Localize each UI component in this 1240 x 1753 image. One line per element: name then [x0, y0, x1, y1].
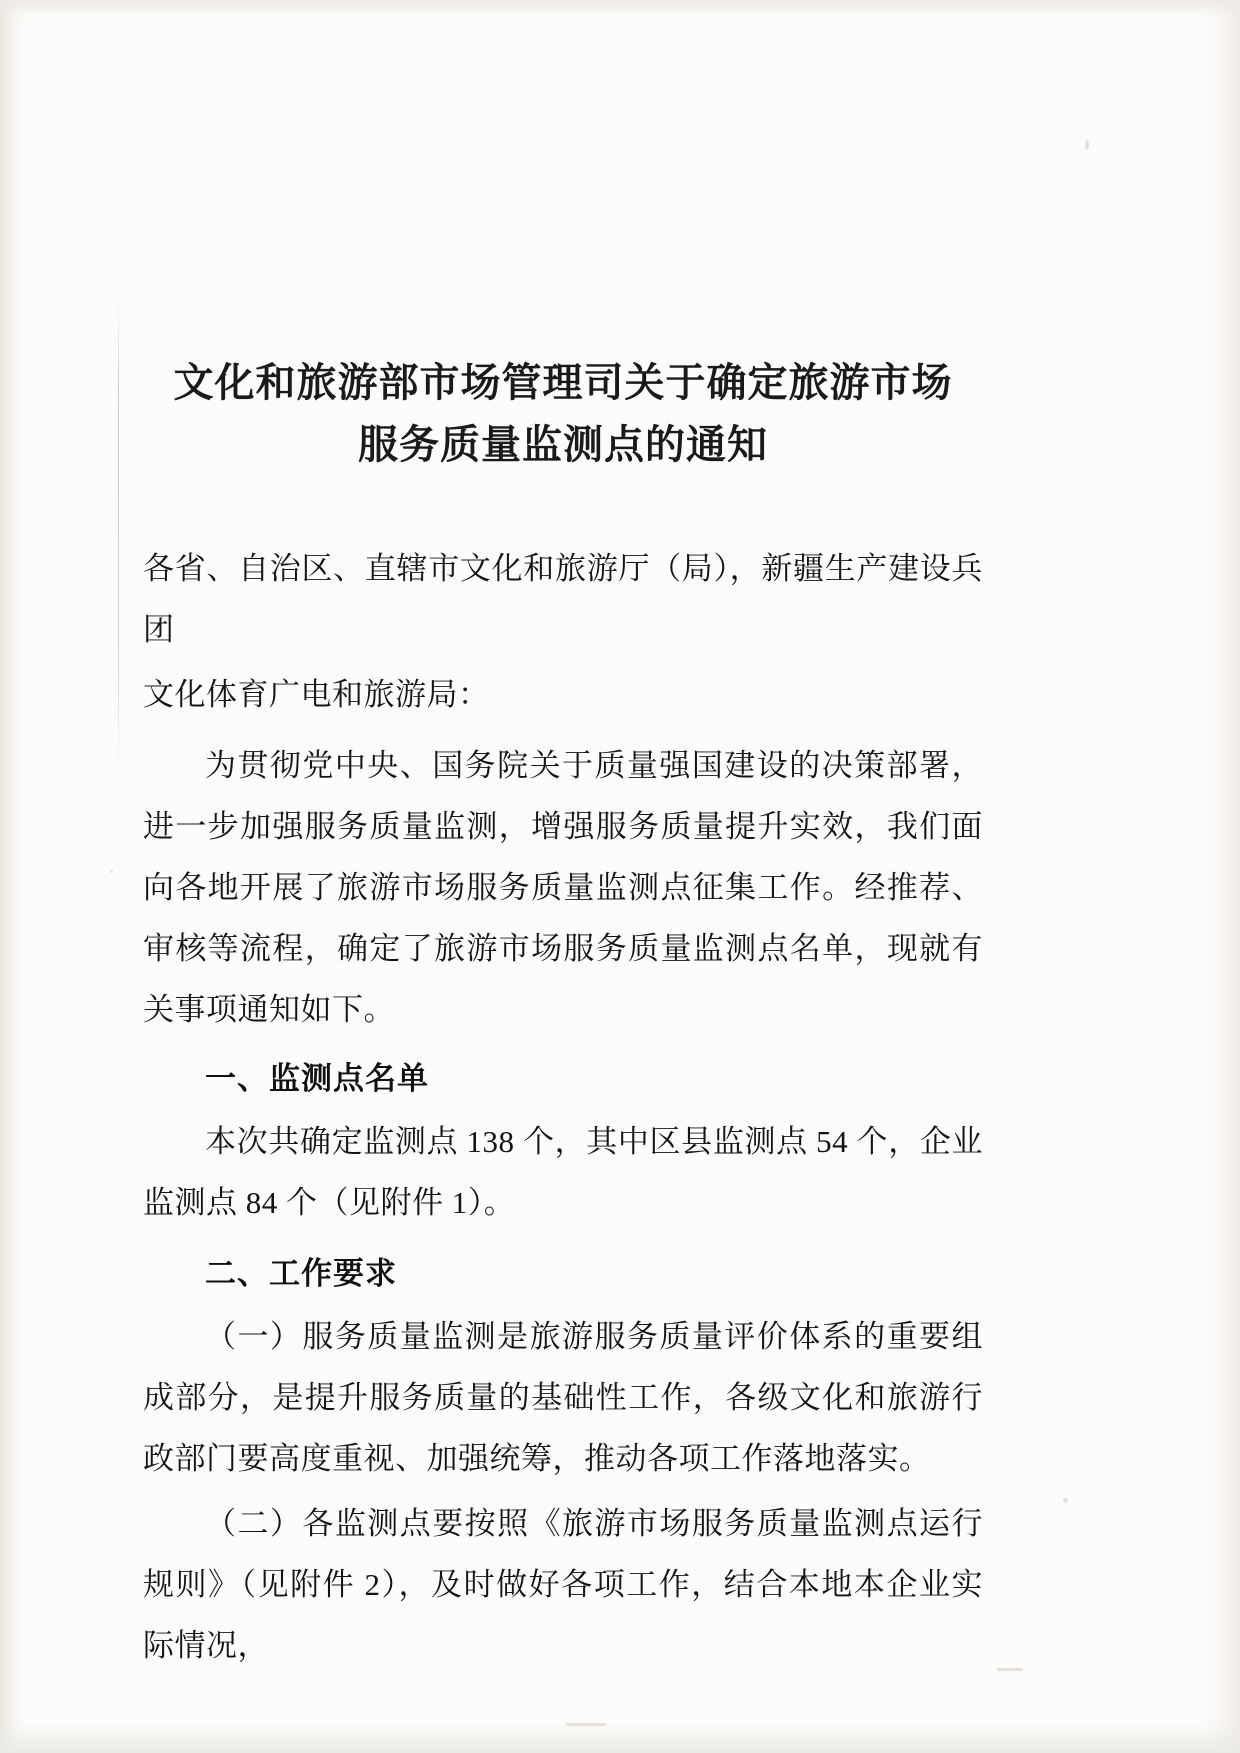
scan-edge-top — [0, 0, 1240, 18]
salutation-block — [143, 538, 983, 725]
scan-speck — [1085, 140, 1089, 150]
page-title-line-2: 服务质量监测点的通知 — [358, 422, 768, 467]
page-title — [143, 352, 983, 476]
section-2 — [143, 1243, 983, 1676]
preamble-paragraph: 为贯彻党中央、国务院关于质量强国建设的决策部署，进一步加强服务质量监测，增强服务质量提升实效，我们面向各地开展了旅游市场服务质量监测点征集工作。经推荐、审核等流程，确定了旅游市场服务质量监测点名单，现就有关事项通知如下。 — [143, 748, 983, 1027]
document-body — [143, 352, 983, 1686]
section-1 — [143, 1048, 983, 1233]
scan-edge-right — [1200, 0, 1240, 1753]
scan-speck — [1063, 1498, 1068, 1503]
section-1-heading: 一、监测点名单 — [205, 1061, 429, 1096]
scan-speck — [566, 1723, 606, 1726]
section-2-paragraph-1: （一）服务质量监测是旅游服务质量评价体系的重要组成部分，是提升服务质量的基础性工作，各级文化和旅游行政部门要高度重视、加强统筹，推动各项工作落地落实。 — [143, 1319, 983, 1476]
page-title-line-1: 文化和旅游部市场管理司关于确定旅游市场 — [173, 360, 953, 405]
salutation-line-1: 各省、自治区、直辖市文化和旅游厅（局），新疆生产建设兵团 — [143, 551, 983, 647]
scan-edge-bottom — [0, 1723, 1240, 1753]
scan-speck — [997, 1668, 1023, 1671]
paper-fold-line — [118, 300, 119, 770]
scan-speck — [110, 870, 113, 873]
scan-edge-left — [0, 0, 26, 1753]
section-2-heading: 二、工作要求 — [205, 1256, 397, 1291]
section-2-paragraph-2: （二）各监测点要按照《旅游市场服务质量监测点运行规则》（见附件 2），及时做好各项工作，结合本地本企业实际情况， — [143, 1506, 983, 1663]
salutation-line-2: 文化体育广电和旅游局： — [143, 677, 490, 712]
section-1-paragraph-1: 本次共确定监测点 138 个，其中区县监测点 54 个，企业监测点 84 个（见附件 1）。 — [143, 1124, 983, 1220]
